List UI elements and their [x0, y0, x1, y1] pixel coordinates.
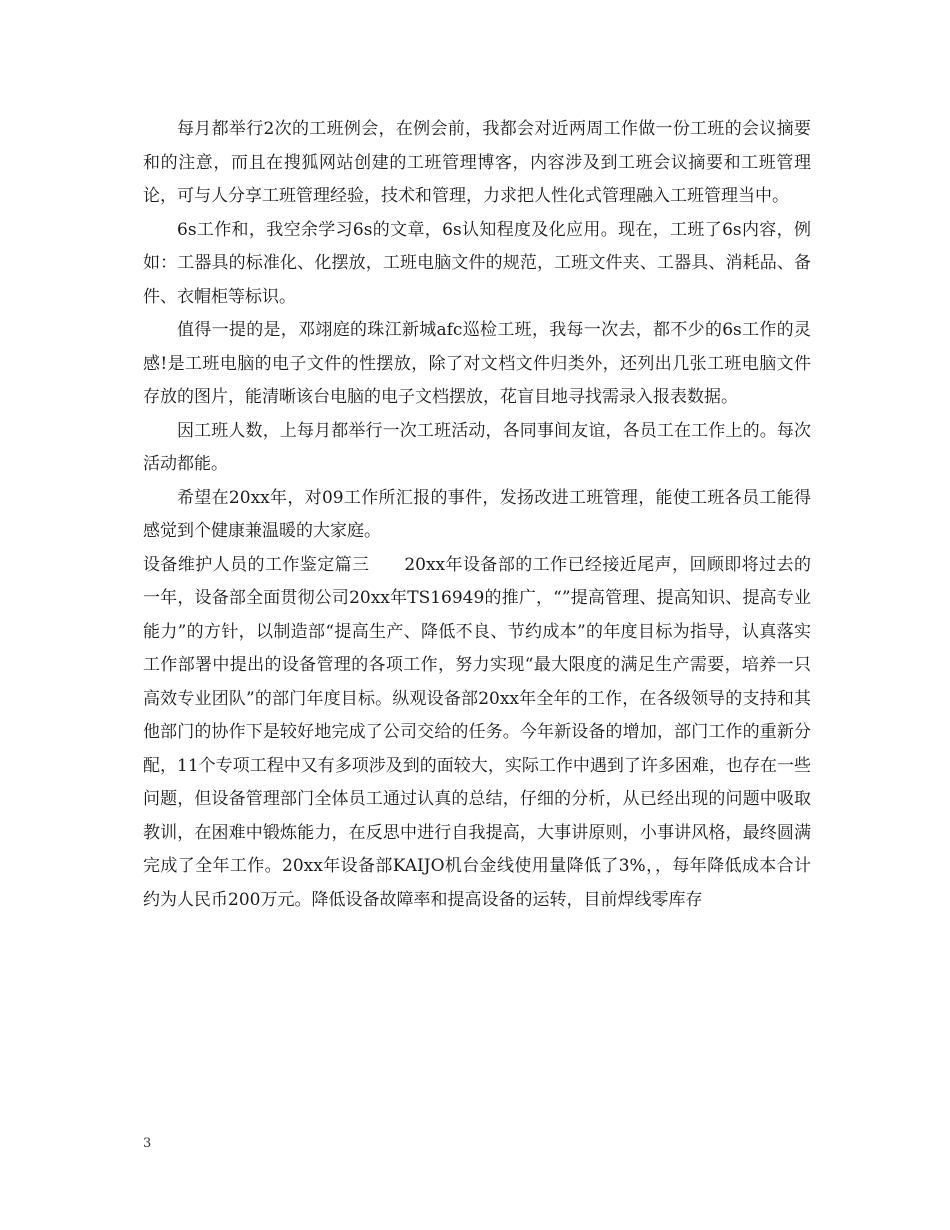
- paragraph-4: 因工班人数，上每月都举行一次工班活动，各同事间友谊，各员工在工作上的。每次活动都能。: [143, 420, 811, 474]
- paragraph-6-section-three: 设备维护人员的工作鉴定篇三 20xx年设备部的工作已经接近尾声，回顾即将过去的一年，设备部全面贯彻公司20xx年TS16949的推广，“”提高管理、提高知识、提高专业能力”的方针，以制造部“提高生产、降低不良、节约成本”的年度目标为指导，认真落实工作部署中提出的设备管理的各项工作，努力实现“最大限度的满足生产需要，培养一只高效专业团队”的部门年度目标。纵观设备部20xx年全年的工作，在各级领导的支持和其他部门的协作下是较好地完成了公司交给的任务。今年新设备的增加，部门工作的重新分配，11个专项工程中又有多项涉及到的面较大，实际工作中遇到了许多困难，也存在一些问题，但设备管理部门全体员工通过认真的总结，仔细的分析，从已经出现的问题中吸取教训，在困难中锻炼能力，在反思中进行自我提高，大事讲原则，小事讲风格，最终圆满完成了全年工作。20xx年设备部KAIJO机台金线使用量降低了3%，，每年降低成本合计约为人民币200万元。降低设备故障率和提高设备的运转，目前焊线零库存: [143, 554, 811, 910]
- paragraph-3: 值得一提的是，邓翊庭的珠江新城afc巡检工班，我每一次去，都不少的6s工作的灵感!是工班电脑的电子文件的性摆放，除了对文档文件归类外，还列出几张工班电脑文件存放的图片，能清晰该台电脑的电子文档摆放，花盲目地寻找需录入报表数据。: [143, 320, 811, 407]
- paragraph-5: 希望在20xx年，对09工作所汇报的事件，发扬改进工班管理，能使工班各员工能得感觉到个健康兼温暖的大家庭。: [143, 487, 811, 541]
- page-number: 3: [143, 1136, 152, 1151]
- paragraph-1: 每月都举行2次的工班例会，在例会前，我都会对近两周工作做一份工班的会议摘要和的注意，而且在搜狐网站创建的工班管理博客，内容涉及到工班会议摘要和工班管理论，可与人分享工班管理经验，技术和管理，力求把人性化式管理融入工班管理当中。: [143, 119, 811, 206]
- paragraph-2: 6s工作和，我空余学习6s的文章，6s认知程度及化应用。现在，工班了6s内容，例如：工器具的标准化、化摆放，工班电脑文件的规范，工班文件夹、工器具、消耗品、备件、衣帽柜等标识。: [143, 219, 811, 307]
- document-body: [143, 113, 811, 917]
